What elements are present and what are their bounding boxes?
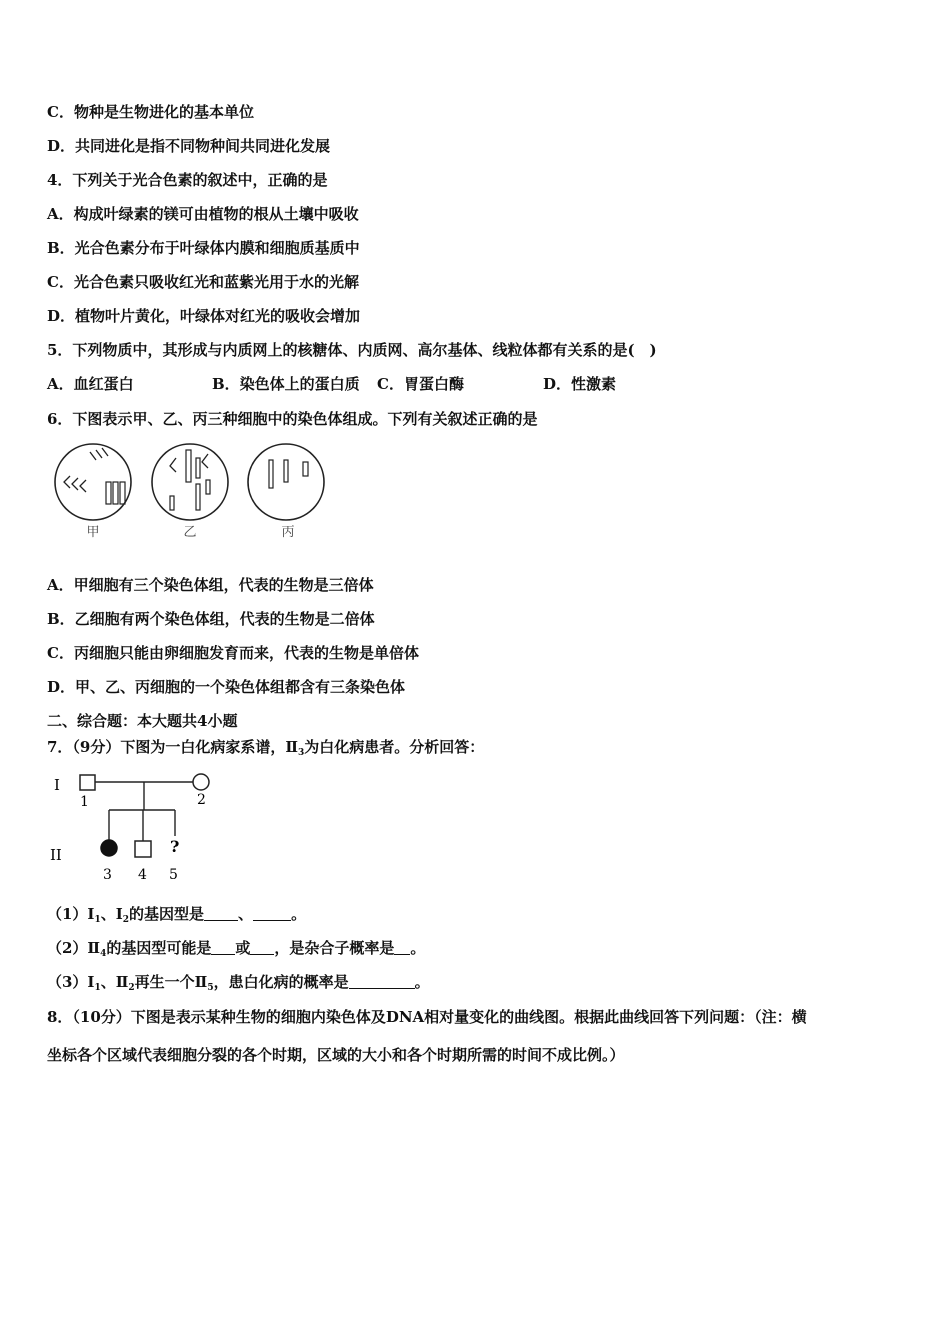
section2-title: 二、综合题：本大题共4小题 xyxy=(47,712,238,730)
q3-option-d: D．共同进化是指不同物种间共同进化发展 xyxy=(47,137,331,155)
q8-stem-line2: 坐标各个区域代表细胞分裂的各个时期，区域的大小和各个时期所需的时间不成比例。） xyxy=(47,1046,625,1064)
q5-option-d: D．性激素 xyxy=(543,375,617,393)
label-I2: 2 xyxy=(197,792,206,808)
label-II4: 4 xyxy=(138,867,147,883)
q5-option-a: A．血红蛋白 xyxy=(47,375,134,393)
cell-label-jia: 甲 xyxy=(86,525,100,540)
q4-option-c: C．光合色素只吸收红光和蓝紫光用于水的光解 xyxy=(47,273,359,291)
label-II5: 5 xyxy=(169,867,178,883)
answer-blank[interactable] xyxy=(349,974,415,989)
q6-stem: 6．下图表示甲、乙、丙三种细胞中的染色体组成。下列有关叙述正确的是 xyxy=(47,410,538,428)
q4-option-a: A．构成叶绿素的镁可由植物的根从土壤中吸收 xyxy=(47,205,359,223)
q7-part-1: $(1)Ⅰ_1$、$Ⅰ_2$的基因型是 、 。 xyxy=(47,905,307,925)
answer-blank[interactable] xyxy=(211,940,235,955)
q4-option-d: D．植物叶片黄化，叶绿体对红光的吸收会增加 xyxy=(47,307,361,325)
q4-option-b: B．光合色素分布于叶绿体内膜和细胞质基质中 xyxy=(47,239,360,257)
individual-II5-unknown: ? xyxy=(170,837,180,856)
q5-stem: 5．下列物质中，其形成与内质网上的核糖体、内质网、高尔基体、线粒体都有关系的是( ) xyxy=(47,341,657,359)
q5-option-c: C．胃蛋白酶 xyxy=(377,375,464,393)
q5-options xyxy=(47,373,616,395)
answer-blank[interactable] xyxy=(253,906,291,921)
cell-label-bing: 丙 xyxy=(281,525,295,540)
q6-option-d: D．甲、乙、丙细胞的一个染色体组都含有三条染色体 xyxy=(47,678,406,696)
answer-blank[interactable] xyxy=(204,906,238,921)
individual-II4-male xyxy=(135,841,151,857)
cell-jia xyxy=(55,444,131,520)
answer-blank[interactable] xyxy=(394,940,410,955)
pedigree-chart xyxy=(44,768,224,886)
cell-label-yi: 乙 xyxy=(183,525,197,540)
q6-option-a: A．甲细胞有三个染色体组，代表的生物是三倍体 xyxy=(47,576,374,594)
chromosome-cells-figure xyxy=(50,440,340,545)
q6-option-c: C．丙细胞只能由卵细胞发育而来，代表的生物是单倍体 xyxy=(47,644,419,662)
label-I1: 1 xyxy=(80,794,89,810)
q7-stem: 7．（9分）下图为一白化病家系谱，$Ⅱ_3$为白化病患者。分析回答： xyxy=(47,738,485,758)
individual-I1-male xyxy=(80,775,95,790)
individual-II3-affected xyxy=(101,840,117,856)
q6-option-b: B．乙细胞有两个染色体组，代表的生物是二倍体 xyxy=(47,610,375,628)
q5-option-b: B．染色体上的蛋白质 xyxy=(212,375,360,393)
q3-option-c: C．物种是生物进化的基本单位 xyxy=(47,103,254,121)
answer-blank[interactable] xyxy=(250,940,274,955)
cell-yi xyxy=(152,444,228,520)
generation-2-label: II xyxy=(50,846,62,864)
cell-bing xyxy=(248,444,324,520)
q8-stem-line1: 8．（10分）下图是表示某种生物的细胞内染色体及DNA相对量变化的曲线图。根据此曲线回答下列问题：（注：横 xyxy=(47,1008,807,1026)
q4-stem: 4．下列关于光合色素的叙述中，正确的是 xyxy=(47,171,328,189)
generation-1-label: I xyxy=(54,776,60,794)
label-II3: 3 xyxy=(103,867,112,883)
q7-part-2: $(2)Ⅱ_4$的基因型可能是 或 ，是杂合子概率是 。 xyxy=(47,939,426,959)
individual-I2-female xyxy=(193,774,209,790)
q7-part-3: $(3)Ⅰ_1$、$Ⅱ_2$再生一个$Ⅱ_5$，患白化病的概率是 。 xyxy=(47,973,430,993)
